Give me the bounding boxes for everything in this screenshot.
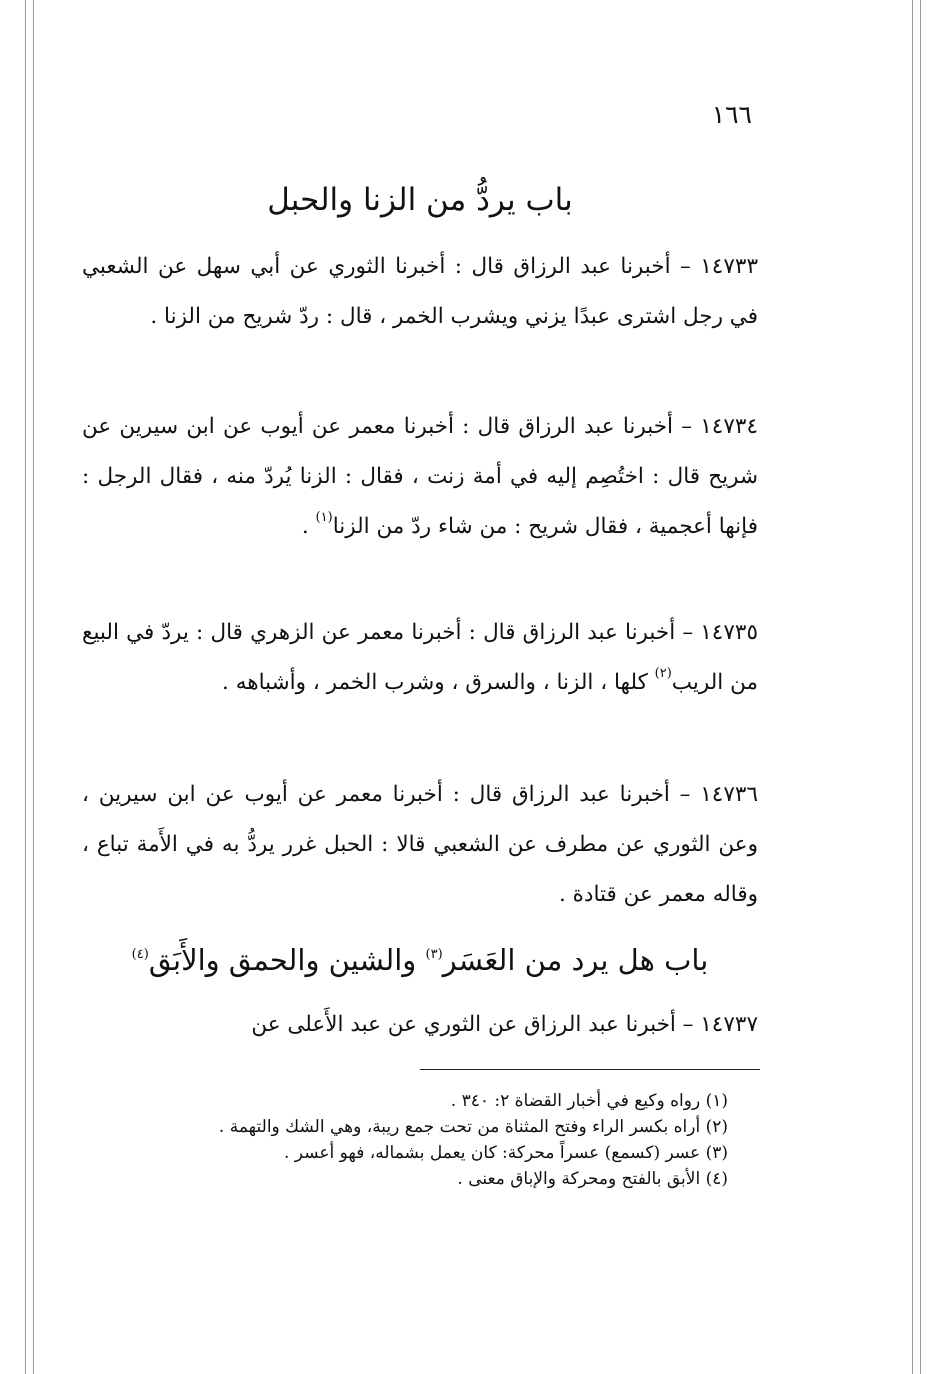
chapter-heading-text: باب هل يرد من العَسَر (442, 943, 709, 977)
left-margin-line (25, 0, 26, 1374)
footnote-1: (١) رواه وكيع في أخبار القضاة ٢: ٣٤٠ . (450, 1091, 728, 1111)
footnote-reference: (١) (315, 510, 333, 525)
left-margin-line (33, 0, 34, 1374)
hadith-text-end: . (301, 514, 316, 539)
footnote-3: (٣) عسر (كسمع) عسراً محركة: كان يعمل بشماله، فهو أعسر . (284, 1143, 728, 1163)
hadith-text: ١٤٧٣٦ – أخبرنا عبد الرزاق قال : أخبرنا معمر عن أيوب عن ابن سيرين ، وعن الثوري عن مطرف عن الشعبي قالا : الحبل غرر يردُّ به في الأَمة تباع ، وقاله معمر عن قتادة . (82, 782, 758, 907)
chapter-heading-text-cont: والشين والحمق والأَبَق (148, 943, 426, 977)
footnote-reference: (٤) (131, 947, 149, 962)
hadith-entry-14733 (82, 242, 758, 342)
hadith-text: ١٤٧٣٣ – أخبرنا عبد الرزاق قال : أخبرنا الثوري عن أبي سهل عن الشعبي في رجل اشترى عبدًا يزني ويشرب الخمر ، قال : ردّ شريح من الزنا . (82, 254, 758, 329)
hadith-entry-14734 (82, 402, 758, 552)
chapter-heading (80, 938, 760, 982)
right-margin-line (920, 0, 921, 1374)
footnote-reference: (٣) (425, 947, 443, 962)
footnote-2: (٢) أراه بكسر الراء وفتح المثناة من تحت جمع ريبة، وهي الشك والتهمة . (218, 1117, 728, 1137)
hadith-text: ١٤٧٣٧ – أخبرنا عبد الرزاق عن الثوري عن عبد الأَعلى عن (251, 1012, 758, 1037)
footnote-4: (٤) الأبق بالفتح ومحركة والإباق معنى . (457, 1169, 728, 1189)
hadith-entry-14737 (82, 1000, 758, 1050)
chapter-heading (80, 178, 760, 222)
hadith-entry-14736 (82, 770, 758, 920)
hadith-text-end: كلها ، الزنا ، والسرق ، وشرب الخمر ، وأشباهه . (222, 670, 655, 695)
hadith-text: ١٤٧٣٤ – أخبرنا عبد الرزاق قال : أخبرنا معمر عن أيوب عن ابن سيرين عن شريح قال : اختُصِم إليه في أمة زنت ، فقال : الزنا يُردّ منه ، فقال الرجل : فإنها أعجمية ، فقال شريح : من شاء ردّ من الزنا (82, 414, 758, 539)
footnote-reference: (٢) (654, 666, 672, 681)
hadith-text: ١٤٧٣٥ – أخبرنا عبد الرزاق قال : أخبرنا معمر عن الزهري قال : يردّ في البيع من الريب (82, 620, 758, 695)
hadith-entry-14735 (82, 608, 758, 708)
right-margin-line (912, 0, 913, 1374)
footnotes (150, 1088, 728, 1192)
page-number: ١٦٦ (711, 100, 752, 129)
footnote-separator (420, 1069, 760, 1070)
chapter-heading-text: باب يردُّ من الزنا والحبل (267, 182, 573, 218)
